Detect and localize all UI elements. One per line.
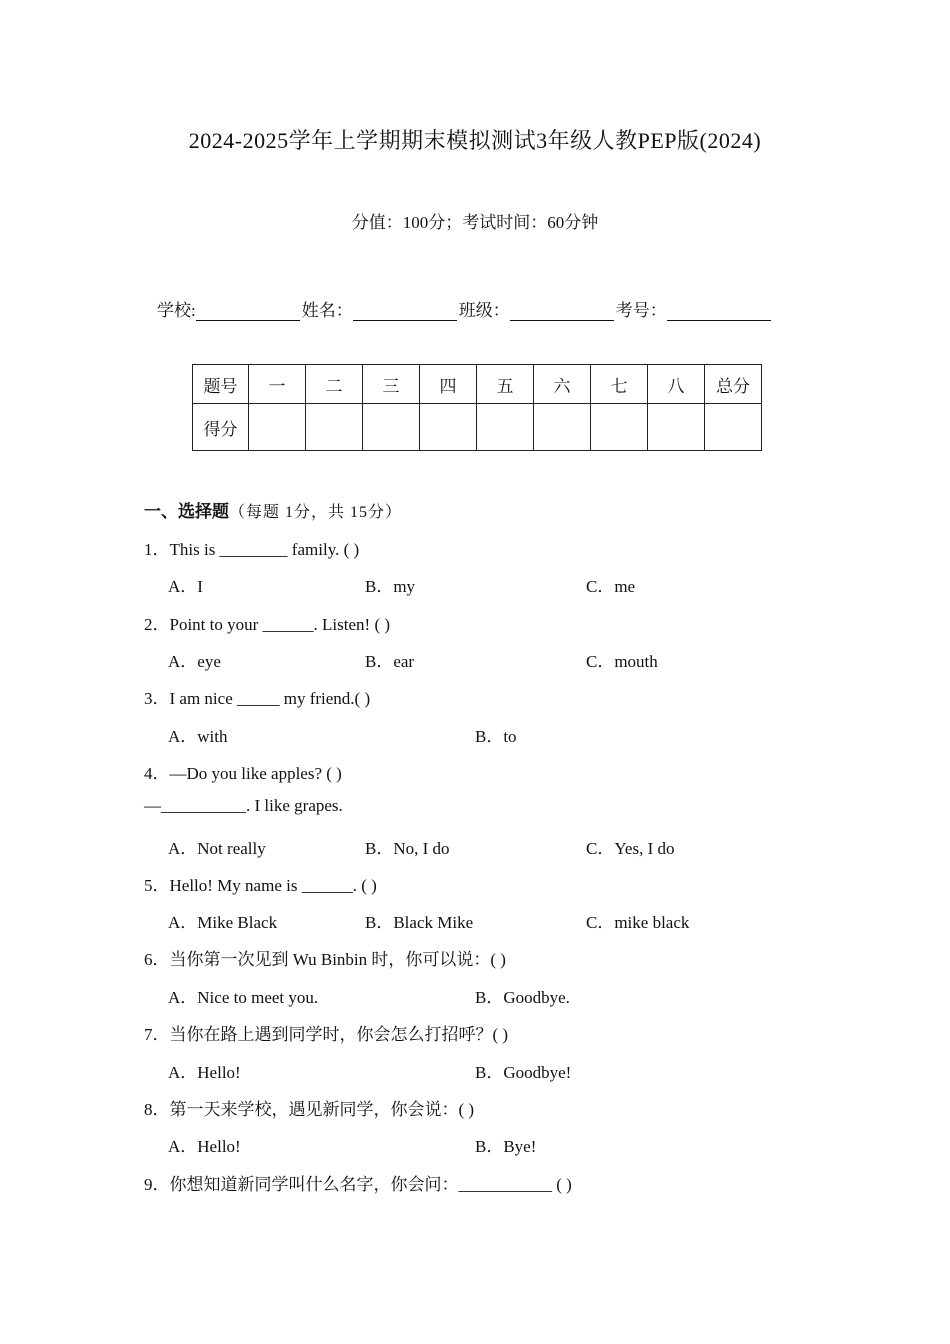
question-9: 9．你想知道新同学叫什么名字，你会问：___________ ( ) bbox=[144, 1175, 572, 1194]
table-cell: 七 bbox=[591, 365, 648, 404]
score-cell[interactable] bbox=[705, 404, 762, 451]
class-label: 班级： bbox=[458, 301, 510, 320]
exam-score-time: 分值：100分；考试时间：60分钟 bbox=[351, 213, 599, 232]
option-c[interactable]: C．me bbox=[586, 577, 636, 596]
name-label: 姓名： bbox=[301, 301, 353, 320]
option-b[interactable]: B．Bye! bbox=[475, 1137, 537, 1156]
score-cell[interactable] bbox=[249, 404, 306, 451]
section-heading bbox=[144, 497, 402, 522]
section-note: （每题 1分，共 15分） bbox=[229, 504, 403, 521]
option-a[interactable]: A．Hello! bbox=[168, 1137, 241, 1156]
score-table-score-row bbox=[193, 404, 762, 451]
table-cell: 一 bbox=[249, 365, 306, 404]
table-cell: 得分 bbox=[193, 404, 249, 451]
option-c[interactable]: C．mouth bbox=[586, 652, 658, 671]
section-title: 一、选择题 bbox=[144, 502, 229, 521]
score-table bbox=[192, 364, 762, 451]
table-cell: 题号 bbox=[193, 365, 249, 404]
score-cell[interactable] bbox=[648, 404, 705, 451]
student-info-line bbox=[157, 296, 773, 321]
question-4-response-line: —__________. I like grapes. bbox=[144, 796, 343, 815]
question-4: 4．—Do you like apples? ( ) bbox=[144, 764, 342, 783]
table-cell: 二 bbox=[306, 365, 363, 404]
option-a[interactable]: A．Mike Black bbox=[168, 913, 278, 932]
option-b[interactable]: B．Goodbye. bbox=[475, 988, 570, 1007]
score-cell[interactable] bbox=[591, 404, 648, 451]
exam-number-label: 考号： bbox=[615, 301, 667, 320]
option-a[interactable]: A．eye bbox=[168, 652, 221, 671]
table-cell: 四 bbox=[420, 365, 477, 404]
option-a[interactable]: A．I bbox=[168, 577, 203, 596]
school-label: 学校: bbox=[157, 301, 196, 320]
exam-number-blank[interactable] bbox=[667, 302, 771, 321]
option-b[interactable]: B．Goodbye! bbox=[475, 1063, 572, 1082]
question-8: 8．第一天来学校，遇见新同学，你会说：( ) bbox=[144, 1100, 475, 1119]
question-7: 7．当你在路上遇到同学时，你会怎么打招呼？( ) bbox=[144, 1025, 509, 1044]
option-a[interactable]: A．Hello! bbox=[168, 1063, 241, 1082]
school-blank[interactable] bbox=[196, 302, 300, 321]
name-blank[interactable] bbox=[353, 302, 457, 321]
table-cell: 五 bbox=[477, 365, 534, 404]
score-table-header-row bbox=[193, 365, 762, 404]
question-6: 6．当你第一次见到 Wu Binbin 时，你可以说：( ) bbox=[144, 950, 506, 969]
option-b[interactable]: B．my bbox=[365, 577, 416, 596]
page-title: 2024-2025学年上学期期末模拟测试3年级人教PEP版(2024) bbox=[188, 128, 762, 153]
score-cell[interactable] bbox=[477, 404, 534, 451]
question-3: 3．I am nice _____ my friend.( ) bbox=[144, 689, 371, 708]
table-cell: 六 bbox=[534, 365, 591, 404]
class-blank[interactable] bbox=[510, 302, 614, 321]
option-c[interactable]: C．Yes, I do bbox=[586, 839, 675, 858]
option-b[interactable]: B．ear bbox=[365, 652, 415, 671]
score-cell[interactable] bbox=[306, 404, 363, 451]
score-cell[interactable] bbox=[534, 404, 591, 451]
option-c[interactable]: C．mike black bbox=[586, 913, 690, 932]
option-b[interactable]: B．to bbox=[475, 727, 517, 746]
option-a[interactable]: A．Not really bbox=[168, 839, 266, 858]
option-a[interactable]: A．with bbox=[168, 727, 228, 746]
option-a[interactable]: A．Nice to meet you. bbox=[168, 988, 319, 1007]
question-1: 1．This is ________ family. ( ) bbox=[144, 540, 360, 559]
table-cell: 总分 bbox=[705, 365, 762, 404]
score-cell[interactable] bbox=[420, 404, 477, 451]
option-b[interactable]: B．Black Mike bbox=[365, 913, 474, 932]
question-2: 2．Point to your ______. Listen! ( ) bbox=[144, 615, 391, 634]
question-5: 5．Hello! My name is ______. ( ) bbox=[144, 876, 377, 895]
table-cell: 八 bbox=[648, 365, 705, 404]
option-b[interactable]: B．No, I do bbox=[365, 839, 450, 858]
score-cell[interactable] bbox=[363, 404, 420, 451]
table-cell: 三 bbox=[363, 365, 420, 404]
